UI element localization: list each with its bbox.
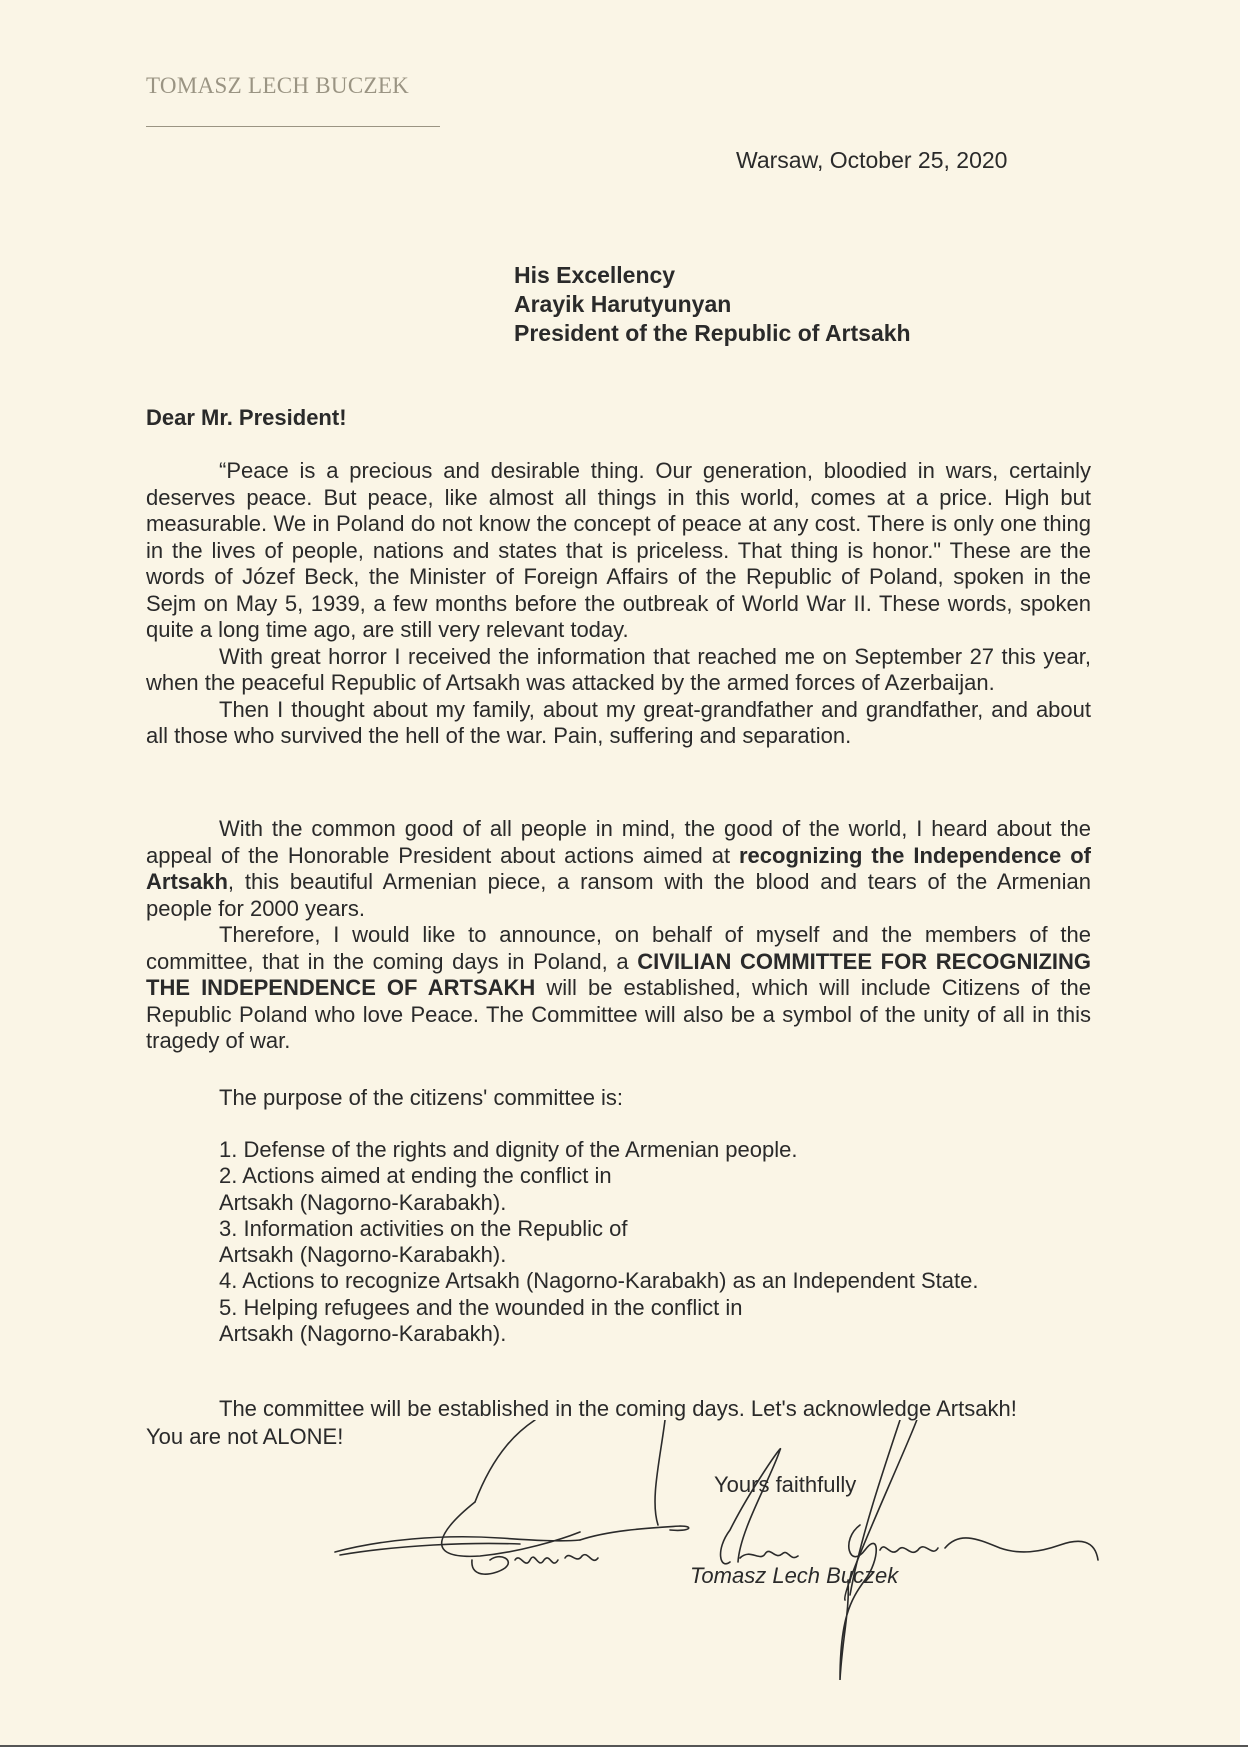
closing-exclamation: You are not ALONE!	[146, 1424, 344, 1449]
paragraph-appeal	[146, 816, 1091, 922]
list-item: Artsakh (Nagorno-Karabakh).	[219, 1321, 507, 1347]
paragraph-family: Then I thought about my family, about my great-grandfather and grandfather, and about all those who survived the hell of the war. Pain, suffering and separation.	[146, 696, 1091, 748]
paragraph-appeal-bold: recognizing the Independence of Artsakh	[146, 842, 1091, 894]
paragraph-quote: “Peace is a precious and desirable thing. Our generation, bloodied in wars, certainly deserves peace. But peace, like almost all things in this world, comes at a price. High but measurable. We in Poland do not know the concept of peace at any cost. There is only one thing in the lives of people, nations and states that is priceless. That thing is honor." These are the words of Józef Beck, the Minister of Foreign Affairs of the Republic of Poland, spoken in the Sejm on May 5, 1939, a few months before the outbreak of World War II. These words, spoken quite a long time ago, are still very relevant today.	[146, 458, 1091, 642]
paragraph-appeal-text: With the common good of all people in mind, the good of the world, I heard about the appeal of the Honorable President about actions aimed at	[146, 816, 1091, 868]
list-item: 4. Actions to recognize Artsakh (Nagorno-Karabakh) as an Independent State.	[219, 1268, 979, 1294]
letterhead-divider	[146, 126, 440, 127]
list-item: 5. Helping refugees and the wounded in the conflict in	[219, 1294, 743, 1320]
letterhead-name: TOMASZ LECH BUCZEK	[146, 73, 410, 98]
list-item: Artsakh (Nagorno-Karabakh).	[219, 1242, 507, 1268]
body-section-1	[146, 458, 1091, 750]
list-item: 3. Information activities on the Republic of	[219, 1215, 628, 1241]
closing-line: The committee will be established in the coming days. Let's acknowledge Artsakh!	[219, 1396, 1017, 1421]
paragraph-committee-text-end: will be established, which will include Citizens of the Republic Poland who love Peace. The Committee will also be a symbol of the unity of all in this tragedy of war.	[146, 975, 1091, 1053]
scan-right-edge	[1240, 0, 1248, 1745]
handwritten-signature	[320, 1420, 1120, 1700]
closing-block	[146, 1395, 1091, 1451]
paragraph-committee	[146, 922, 1091, 1055]
recipient-title: His Excellency	[514, 262, 676, 288]
list-item: Artsakh (Nagorno-Karabakh).	[219, 1189, 507, 1215]
signer-name: Tomasz Lech Buczek	[690, 1563, 899, 1588]
letter-date: Warsaw, October 25, 2020	[736, 147, 1008, 173]
purpose-intro: The purpose of the citizens' committee is:	[219, 1085, 624, 1110]
purpose-list	[219, 1137, 978, 1347]
recipient-name: Arayik Harutyunyan	[514, 291, 732, 317]
list-item: 1. Defense of the rights and dignity of the Armenian people.	[219, 1137, 798, 1162]
salutation: Dear Mr. President!	[146, 405, 347, 430]
valediction: Yours faithfully	[714, 1472, 857, 1497]
paragraph-appeal-text-end: , this beautiful Armenian piece, a ransom with the blood and tears of the Armenian people for 2000 years.	[146, 869, 1091, 921]
recipient-block	[514, 261, 911, 348]
paragraph-committee-text: Therefore, I would like to announce, on behalf of myself and the members of the committee, that in the coming days in Poland, a	[146, 922, 1091, 974]
scan-bottom-edge	[0, 1745, 1248, 1753]
recipient-position: President of the Republic of Artsakh	[514, 320, 911, 346]
paragraph-attack: With great horror I received the information that reached me on September 27 this year, when the peaceful Republic of Artsakh was attacked by the armed forces of Azerbaijan.	[146, 643, 1091, 695]
body-section-2	[146, 816, 1091, 1055]
paragraph-committee-bold: CIVILIAN COMMITTEE FOR RECOGNIZING THE INDEPENDENCE OF ARTSAKH	[146, 948, 1092, 1000]
list-item: 2. Actions aimed at ending the conflict in	[219, 1163, 612, 1189]
